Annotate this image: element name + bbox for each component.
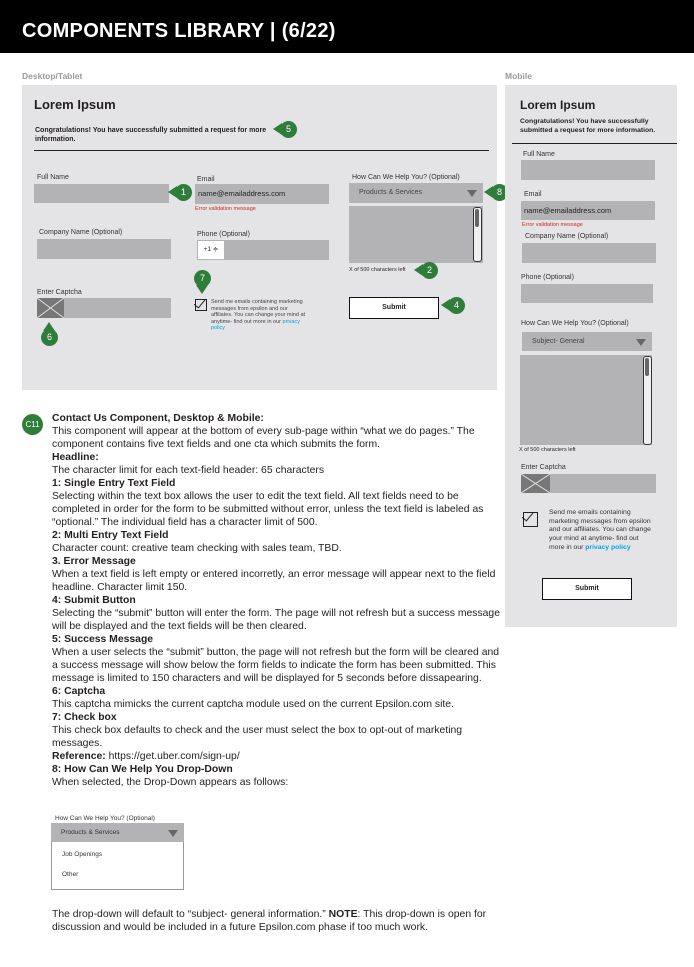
mobile-phone-input[interactable] [521, 284, 653, 303]
doc-ref-label: Reference: [52, 751, 106, 762]
privacy-policy-link[interactable]: privacy policy [211, 318, 300, 331]
doc-ref-link[interactable]: https://get.uber.com/sign-up/ [105, 751, 240, 762]
mobile-section-label: Mobile [505, 71, 532, 81]
divider [34, 150, 489, 151]
mobile-form-title: Lorem Ipsum [520, 98, 596, 112]
dropdown-arrow-icon [467, 190, 477, 197]
doc-h5: 5: Success Message [52, 634, 154, 645]
captcha-image-icon [37, 298, 64, 318]
captcha-label: Enter Captcha [37, 289, 82, 296]
mobile-help-dropdown-value: Subject- General [532, 338, 585, 345]
doc-h1: 1: Single Entry Text Field [52, 478, 176, 489]
mobile-company-label: Company Name (Optional) [525, 233, 609, 240]
form-title: Lorem Ipsum [34, 97, 116, 112]
char-count: X of 500 characters left [349, 267, 406, 273]
message-textarea[interactable] [349, 206, 483, 263]
mobile-help-label: How Can We Help You? (Optional) [521, 320, 629, 327]
email-label: Email [197, 176, 215, 183]
doc-h8: 8: How Can We Help You Drop-Down [52, 764, 233, 775]
mobile-divider [512, 143, 677, 144]
final-note-a: The drop-down will default to “subject- general information.” [52, 909, 329, 920]
help-label: How Can We Help You? (Optional) [352, 174, 460, 181]
doc-h4: 4: Submit Button [52, 595, 136, 606]
mobile-privacy-policy-link[interactable]: privacy policy [585, 543, 631, 551]
help-dropdown[interactable] [349, 183, 483, 203]
success-message: Congratulations! You have successfully submitted a request for more information. [35, 127, 267, 143]
submit-button[interactable]: Submit [349, 297, 439, 319]
mobile-captcha-label: Enter Captcha [521, 464, 566, 471]
doc-p6: This captcha mimicks the current captcha module used on the current Epsilon.com site. [52, 699, 454, 710]
mobile-phone-label: Phone (Optional) [521, 274, 574, 281]
mobile-char-count: X of 500 characters left [519, 447, 576, 453]
doc-p1: Selecting within the text box allows the user to edit the text field. All text fields need to be completed in order for the form to be submitted without error, unless the text field is labeled as “optional.” The individual field has a character limit of 500. [52, 491, 484, 528]
dropdown-arrow-icon [168, 830, 178, 837]
phone-label: Phone (Optional) [197, 231, 250, 238]
mobile-success-message: Congratulations! You have successfully submitted a request for more information. [520, 118, 656, 134]
doc-h7: 7: Check box [52, 712, 117, 723]
mobile-help-dropdown[interactable] [522, 332, 652, 351]
doc-h6: 6: Captcha [52, 686, 106, 697]
consent-copy: Send me emails containing marketing messages from epsilon and our affiliates. You can change your mind at anytime- find out more in our [211, 299, 306, 325]
mobile-textarea-scrollbar[interactable] [643, 356, 652, 445]
mobile-email-input[interactable]: name@emailaddress.com [521, 201, 655, 220]
mobile-consent-copy: Send me emails containing marketing messages from epsilon and our affiliates. You can change your mind at anytime- find out more in our [549, 509, 651, 551]
doc-h3: 3. Error Message [52, 556, 136, 567]
doc-p5: When a user selects the “submit” button, the page will not refresh but the form will be cleared and a success message will show below the form fields to indicate the form has been submitted. This message is limited to 150 characters and will be displayed for 5 seconds before dissapearing. [52, 647, 500, 684]
dropdown-option-other[interactable]: Other [62, 871, 79, 878]
doc-p8: When selected, the Drop-Down appears as follows: [52, 777, 289, 788]
mobile-captcha-image-icon [521, 474, 550, 493]
dropdown-arrow-icon [636, 339, 646, 346]
component-description [52, 412, 502, 789]
mobile-consent-text [549, 509, 654, 553]
mobile-full-name-label: Full Name [523, 151, 555, 158]
company-label: Company Name (Optional) [39, 229, 123, 236]
full-name-input[interactable] [34, 184, 169, 203]
doc-intro: This component will appear at the bottom of every sub-page within “what we do pages.” The component contains five text fields and one cta which submits the form. [52, 426, 475, 450]
example-dropdown-value: Products & Services [61, 829, 120, 836]
component-badge: C11 [22, 414, 43, 435]
doc-h2: 2: Multi Entry Text Field [52, 530, 169, 541]
page-title: COMPONENTS LIBRARY | (6/22) [22, 20, 336, 42]
company-input[interactable] [37, 239, 171, 259]
mobile-consent-checkbox[interactable] [523, 512, 538, 527]
page-header [0, 0, 694, 53]
country-code-select[interactable]: +1 ≑ [198, 241, 224, 259]
doc-p3: When a text field is left empty or entered incorretly, an error message will appear next to the field headline. Character limit 150. [52, 569, 496, 593]
error-message: Error validation message [195, 206, 256, 212]
doc-headline-text: The character limit for each text-field header: 65 characters [52, 465, 325, 476]
example-dropdown-menu [51, 842, 184, 890]
doc-final-note [52, 908, 502, 934]
example-dropdown-label: How Can We Help You? (Optional) [55, 815, 155, 822]
dropdown-option-job-openings[interactable]: Job Openings [62, 851, 103, 858]
consent-checkbox[interactable] [195, 299, 207, 311]
mobile-message-textarea[interactable] [520, 355, 652, 445]
mobile-submit-button[interactable]: Submit [542, 578, 632, 600]
mobile-company-input[interactable] [522, 243, 656, 263]
final-note-b: : This drop-down is open for discussion and would be included in a future Epsilon.com phase if too much work. [52, 909, 487, 933]
textarea-scrollbar[interactable] [473, 207, 482, 262]
email-input[interactable]: name@emailaddress.com [195, 184, 329, 204]
doc-title: Contact Us Component, Desktop & Mobile: [52, 413, 264, 424]
example-dropdown[interactable] [51, 823, 184, 842]
mobile-full-name-input[interactable] [521, 160, 655, 180]
mobile-error-message: Error validation message [522, 222, 583, 228]
mobile-email-label: Email [524, 191, 542, 198]
help-dropdown-value: Products & Services [359, 189, 423, 196]
note-label: NOTE [328, 909, 358, 920]
doc-p4: Selecting the “submit” button will enter the form. The page will not refresh but a success message will be displayed and the text fields will be then cleared. [52, 608, 500, 632]
doc-headline-heading: Headline: [52, 452, 99, 463]
full-name-label: Full Name [37, 174, 69, 181]
consent-text [211, 299, 306, 332]
doc-p7: This check box defaults to check and the user must select the box to opt-out of marketing messages. [52, 725, 463, 749]
doc-p2: Character count: creative team checking with sales team, TBD. [52, 543, 342, 554]
desktop-section-label: Desktop/Tablet [22, 71, 83, 81]
